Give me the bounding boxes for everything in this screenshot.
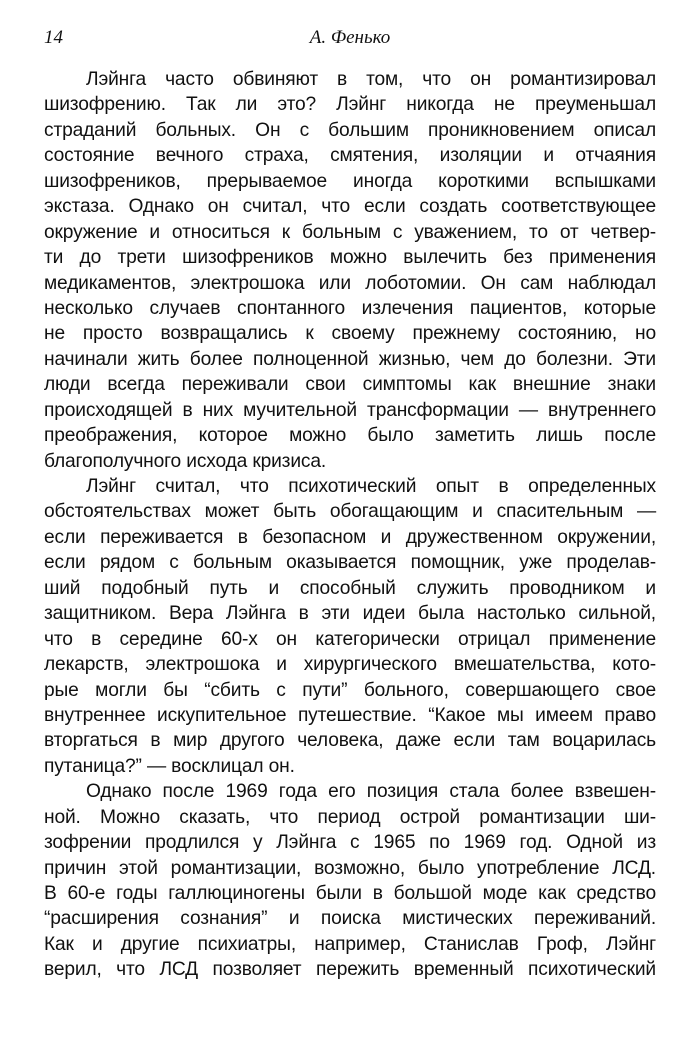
- text-line: путаница?” — восклицал он.: [44, 755, 295, 777]
- text-line: происходящей в них мучительной трансформации — внутреннего: [44, 399, 656, 421]
- text-line: начинали жить более полноценной жизнью, чем до болезни. Эти: [44, 348, 656, 370]
- text-line: окружение и относиться к больным с уважением, то от четвер-: [44, 221, 656, 243]
- text-line: Как и другие психиатры, например, Станислав Гроф, Лэйнг: [44, 933, 656, 955]
- text-line: вторгаться в мир другого человека, даже если там воцарилась: [44, 730, 656, 752]
- text-line: ший подобный путь и способный служить проводником и: [44, 577, 656, 599]
- text-line: преображения, которое можно было заметить лишь после: [44, 425, 656, 447]
- text-line: внутреннее искупительное путешествие. “Какое мы имеем право: [44, 704, 656, 726]
- paragraph-1: [44, 67, 656, 474]
- text-line: что в середине 60-х он категорически отрицал применение: [44, 628, 656, 650]
- body-text: [44, 67, 656, 983]
- text-line: медикаментов, электрошока или лоботомии. Он сам наблюдал: [44, 272, 656, 294]
- text-line: ной. Можно сказать, что период острой романтизации ши-: [44, 806, 656, 828]
- running-title-author: А. Фенько: [309, 27, 391, 48]
- text-line: рые могли бы “сбить с пути” больного, совершающего свое: [44, 679, 656, 701]
- text-line: экстаза. Однако он считал, что если создать соответствующее: [44, 196, 656, 218]
- text-line: шизофрению. Так ли это? Лэйнг никогда не преуменьшал: [44, 94, 656, 116]
- text-line: если рядом с больным оказывается помощник, уже проделав-: [44, 552, 656, 574]
- text-line: причин этой романтизации, возможно, было употребление ЛСД.: [44, 857, 656, 879]
- text-line: зофрении продлился у Лэйнга с 1965 по 1969 год. Одной из: [44, 832, 656, 854]
- text-line: люди всегда переживали свои симптомы как внешние знаки: [44, 374, 656, 396]
- text-line: Лэйнга часто обвиняют в том, что он романтизировал: [86, 69, 656, 90]
- paragraph-2: [44, 474, 656, 779]
- page-number: 14: [44, 27, 63, 48]
- paragraph-3: [44, 779, 656, 983]
- text-line: шизофреников, прерываемое иногда короткими вспышками: [44, 170, 656, 192]
- text-line: благополучного исхода кризиса.: [44, 450, 327, 472]
- text-line: страданий больных. Он с большим проникновением описал: [44, 119, 656, 141]
- running-head: [44, 26, 656, 50]
- text-line: не просто возвращались к своему прежнему состоянию, но: [44, 323, 656, 345]
- text-line: “расширения сознания” и поиска мистических переживаний.: [44, 908, 656, 930]
- text-line: состояние вечного страха, смятения, изоляции и отчаяния: [44, 145, 656, 167]
- text-line: верил, что ЛСД позволяет пережить временный психотический: [44, 959, 656, 981]
- text-line: несколько случаев спонтанного излечения пациентов, которые: [44, 297, 656, 319]
- text-line: Лэйнг считал, что психотический опыт в определенных: [86, 476, 656, 497]
- text-line: защитником. Вера Лэйнга в эти идеи была настолько сильной,: [44, 603, 656, 625]
- text-line: если переживается в безопасном и дружественном окружении,: [44, 526, 656, 548]
- text-line: ти до трети шизофреников можно вылечить без применения: [44, 247, 656, 269]
- text-line: В 60-е годы галлюциногены были в большой моде как средство: [44, 883, 656, 904]
- text-line: обстоятельствах может быть обогащающим и спасительным —: [44, 501, 656, 523]
- text-line: лекарств, электрошока и хирургического вмешательства, кото-: [44, 654, 656, 676]
- text-line: Однако после 1969 года его позиция стала более взвешен-: [86, 781, 656, 803]
